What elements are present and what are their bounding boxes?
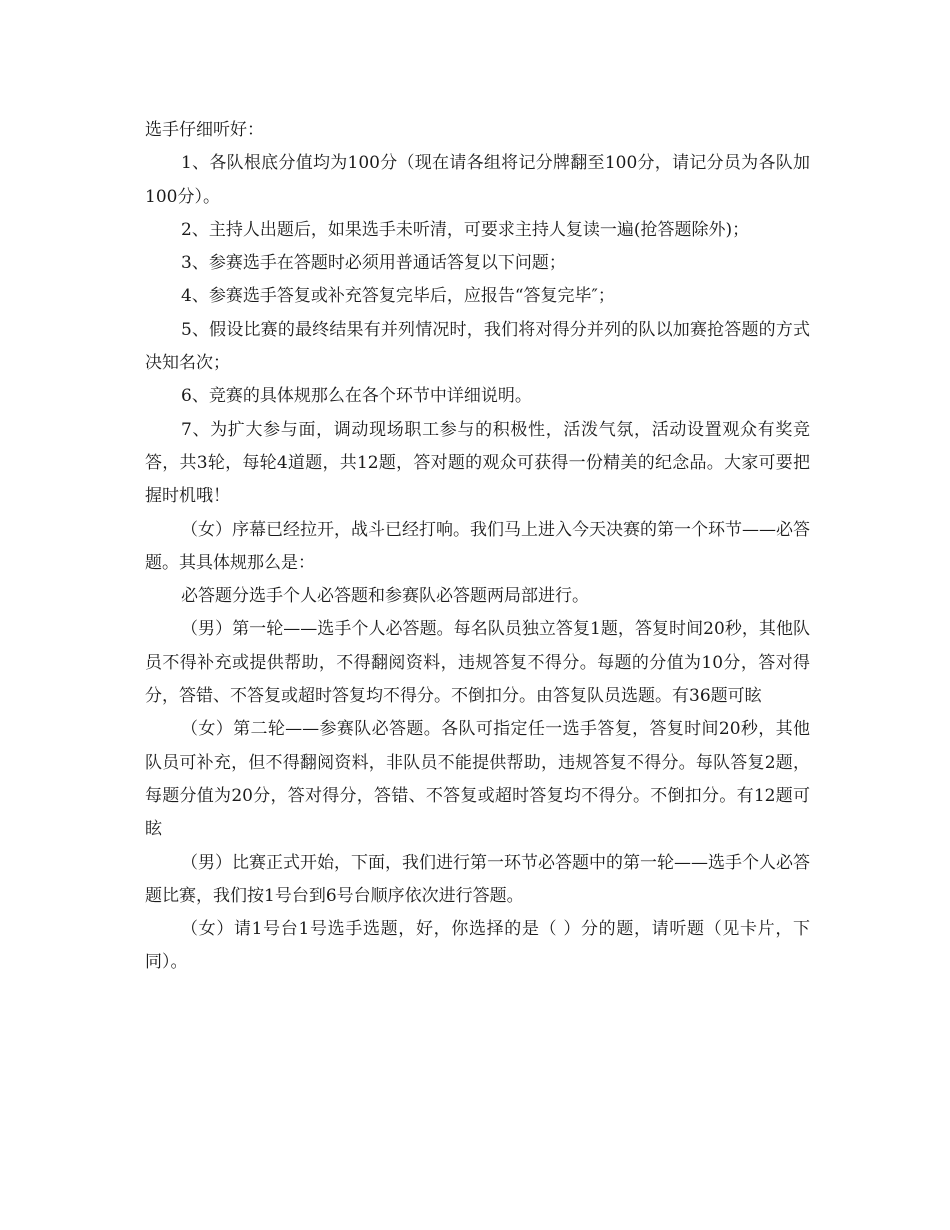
paragraph-rule-7: 7、为扩大参与面，调动现场职工参与的积极性，活泼气氛，活动设置观众有奖竞答，共3轮，每轮4道题，共12题，答对题的观众可获得一份精美的纪念品。大家可要把握时机哦！: [145, 419, 810, 507]
paragraph-match-start: （男）比赛正式开始，下面，我们进行第一环节必答题中的第一轮——选手个人必答题比赛，我们按1号台到6号台顺序依次进行答题。: [145, 852, 810, 906]
paragraph-required-questions: 必答题分选手个人必答题和参赛队必答题两局部进行。: [181, 586, 589, 607]
paragraph-rule-5: 5、假设比赛的最终结果有并列情况时，我们将对得分并列的队以加赛抢答题的方式决知名次；: [145, 319, 810, 374]
paragraph-rule-6: 6、竞赛的具体规那么在各个环节中详细说明。: [181, 386, 532, 407]
paragraph-rule-4: 4、参赛选手答复或补充答复完毕后，应报告“答复完毕″；: [181, 286, 615, 307]
paragraph-rule-3: 3、参赛选手在答题时必须用普通话答复以下问题；: [181, 253, 566, 274]
paragraph-rule-1: 1、各队根底分值均为100分（现在请各组将记分牌翻至100分，请记分员为各队加100分）。: [145, 153, 810, 207]
paragraph-intro: 选手仔细听好：: [145, 120, 264, 140]
paragraph-round-two: （女）第二轮——参赛队必答题。各队可指定任一选手答复，答复时间20秒，其他队员可补充，但不得翻阅资料，非队员不能提供帮助，违规答复不得分。每队答复2题，每题分值为20分，答对得分，答错、不答复或超时答复均不得分。不倒扣分。有12题可眩: [145, 719, 810, 840]
paragraph-first-contestant: （女）请1号台1号选手选题，好，你选择的是（ ）分的题，请听题（见卡片，下同）。: [145, 919, 810, 973]
paragraph-round-one: （男）第一轮——选手个人必答题。每名队员独立答复1题，答复时间20秒，其他队员不得补充或提供帮助，不得翻阅资料，违规答复不得分。每题的分值为10分，答对得分，答错、不答复或超时答复均不得分。不倒扣分。由答复队员选题。有36题可眩: [145, 619, 810, 707]
document-body: [145, 114, 810, 980]
paragraph-rule-2: 2、主持人出题后，如果选手未听清，可要求主持人复读一遍(抢答题除外)；: [181, 219, 750, 240]
paragraph-female-host-intro: （女）序幕已经拉开，战斗已经打响。我们马上进入今天决赛的第一个环节——必答题。其具体规那么是：: [145, 519, 810, 573]
